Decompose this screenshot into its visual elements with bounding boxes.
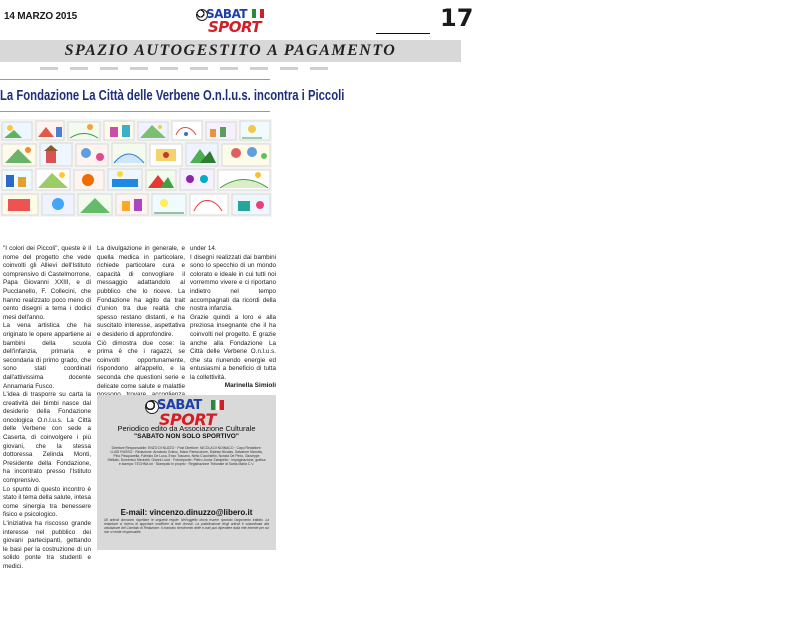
logo-text-top: SABAT: [206, 7, 248, 21]
issue-date: 14 MARZO 2015: [4, 11, 77, 22]
paragraph: Lo spunto di questo incontro è stato il tema della salute, intesa come sinergia tra benessere fisico e psicologico.: [3, 485, 91, 519]
colophon-staff-list: Direttore Responsabile: ENZO DI NUZZO · Post Direttore: NICOLA DI NOINACO · Capo Redattore: LUIGI RUSSO · Redazione: Armando Grieco, Mario Pantoccione, Dalessi Nicolas, Salvatore Marotta, Pino Pasquarella, Fabrizio De Luca, Enzo Toscano, Nello Cucciniello, Nunzia De Pinto, Giuseppe Stellato, Domenico Merinelli, Gianni Lucci · Fotoreporter: Pietro Junior Zampiello · Impaginazione, grafica e stampa: TECHNA srl · Stampato in proprio · Registrazione Tribunale di Santa Maria C.V.: [107, 446, 266, 467]
paragraph: L'iniziativa ha riscosso grande interesse nel pubblico dei giovani partecipanti, gettando le basi per la costruzione di un solido ponte tra studenti e medici.: [3, 520, 91, 570]
article-title: La Fondazione La Città delle Verbene O.n.l.u.s. incontra i Piccoli: [0, 88, 345, 104]
masthead-logo: [196, 7, 268, 35]
article-column-1: [3, 245, 91, 572]
article-column-2: [97, 245, 185, 408]
paragraph: La divulgazione in generale, e quella medica in particolare, richiede particolare cura e capacità di convogliare il messaggio adattandolo al pubblico che lo riceve. La Fondazione ha agito da trait d'union tra due realtà che spesso restano distanti, e ha suscitato interesse, aspettativa e desiderio di approfondire.: [97, 245, 185, 338]
drawings-collage-image: [0, 119, 272, 217]
colophon-motto: "SABATO NON SOLO SPORTIVO": [134, 433, 239, 440]
colophon-disclaimer: Gli articoli dovranno rispettare le seguenti regole: Nell'oggetto dovrà essere riportato l'argomento trattato. La redazione si riserva di apportare modifiche ai testi ricevuti. La pubblicazione degli articoli è subordinata alla valutazione del Comitato di Redazione. Il mancato ricevimento delle e-mail può dipendere dalla rete internet per cui non si rende responsabile.: [104, 518, 269, 534]
paragraph: I disegni realizzati dai bambini sono lo specchio di un mondo colorato e ideale in cui tutti noi vorremmo vivere e ci riportano indietro nel tempo accompagnati da ricordi della nostra infanzia.: [190, 253, 276, 313]
title-rule-top: [0, 79, 270, 80]
logo-text-bottom: SPORT: [208, 18, 262, 36]
italian-flag-icon: [252, 9, 264, 18]
page-number: 17: [440, 4, 474, 32]
paragraph: "I colori dei Piccoli", queste è il nome del progetto che vede coinvolti gli Allievi dell'Istituto comprensivo di Castelmorrone, Papa Giovanni XXIII, e di Pucclanello, F. Collecini, che hanno realizzato poco meno di cento disegni a tema i dodici mesi dell'anno.: [3, 245, 91, 321]
author-signature: Marinella Simioli: [224, 382, 276, 389]
paragraph: under 14.: [190, 245, 217, 252]
title-rule-bottom: [0, 111, 270, 112]
colophon-box: [97, 395, 276, 550]
italian-flag-icon: [211, 400, 224, 410]
paragraph: L'idea di trasporre su carta la creatività dei bimbi nasce dal desiderio della Fondazione oncologica O.n.l.u.s. La Città delle Verbene con sede a Caserta, di coinvolgere i più giovani, che la stessa dottoressa Zelinda Monti, Presidente della Fondazione, ha incontrato presso l'Istituto comprensivo.: [3, 391, 91, 485]
drawings-collage-svg: [0, 119, 272, 217]
section-title: SPAZIO AUTOGESTITO A PAGAMENTO: [64, 42, 397, 59]
paragraph: Grazie quindi a loro e alla preziosa insegnante che il ha coinvolti nel progetto. E grazie anche alla Fondazione La Città delle Verbene O.n.l.u.s. che sta riunendo energie ed entusiasmi a beneficio di tutta la collettività.: [190, 313, 276, 381]
header-divider: [376, 33, 430, 34]
faint-text-row: [40, 67, 340, 70]
contact-email[interactable]: E-mail: vincenzo.dinuzzo@libero.it: [120, 508, 253, 517]
logo-text-bottom: SPORT: [159, 410, 216, 429]
paragraph: Ciò dimostra due cose: la prima è che i ragazzi, se coinvolti opportunamente, rispondono all'appello, e la seconda che questioni serie e delicate come salute e malattie: [97, 339, 185, 390]
colophon-subtitle: Periodico edito da Associazione Culturale: [117, 424, 256, 433]
article-column-3: [190, 245, 276, 383]
logo-text-top: SABAT: [157, 398, 202, 413]
paragraph: La vena artistica che ha originato le opere appartiene ai bambini della scuola dell'infanzia, primaria e secondaria di primo grado, che sono stati coordinati dall'attivissima docente Annamaria Fusco.: [3, 322, 91, 390]
